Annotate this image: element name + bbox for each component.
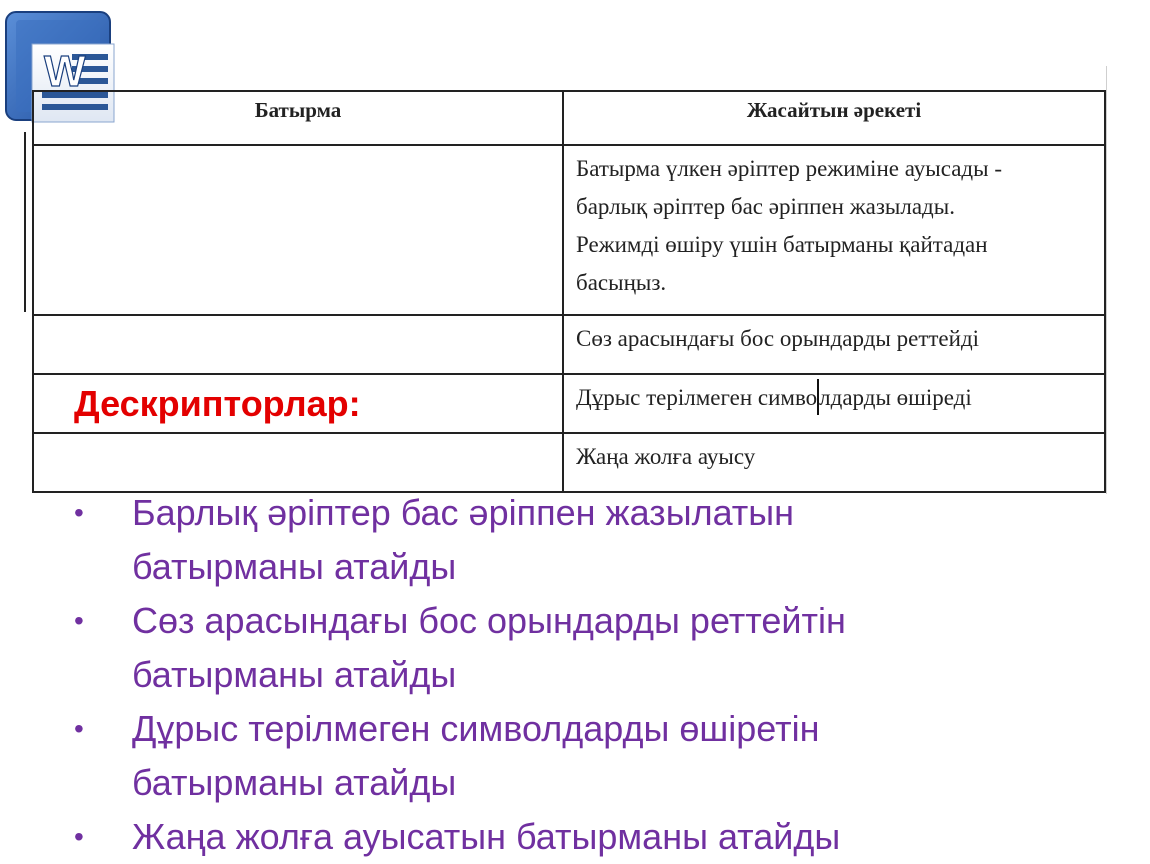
table-cell-action [563,433,1105,492]
table-header-row [33,91,1105,145]
list-item [60,486,1140,594]
keys-table [32,90,1106,493]
table-header-action: Жасайтын әрекеті [563,91,1105,145]
list-item-line: Барлық әріптер бас әріппен жазылатын [132,492,795,533]
table-cell-key [33,145,563,315]
list-item [60,594,1140,702]
table-cell-action-text: Сөз арасындағы бос орындарды реттейді [576,326,980,351]
table-header-key: Батырма [33,91,563,145]
list-item-line: Жаңа жолға ауысатын батырманы атайды [132,816,841,857]
table-cell-action-line: Батырма үлкен әріптер режиміне ауысады - [576,156,1002,181]
table-cell-action [563,374,1105,433]
list-item [60,702,1140,810]
keys-table-image [32,90,1104,488]
word-logo-letter: W [44,47,86,96]
list-item-line: батырманы атайды [132,654,457,695]
table-cell-action [563,315,1105,374]
bullet-icon: • [74,605,84,636]
descriptors-title: Дескрипторлар: [74,383,361,424]
bullet-icon: • [74,821,84,852]
page-margin-line [24,132,26,312]
table-cell-action-text: Жаңа жолға ауысу [576,444,756,469]
table-row [33,145,1105,315]
table-cell-action-text-start: Дұрыс терілмеген симво [576,385,818,410]
image-edge-line [1106,66,1107,494]
bullet-icon: • [74,497,84,528]
list-item [60,810,1140,864]
bullet-icon: • [74,713,84,744]
table-cell-action-line: барлық әріптер бас әріппен жазылады. [576,194,955,219]
table-row [33,315,1105,374]
table-cell-action-text-end: лдарды өшіреді [819,385,972,410]
table-cell-key [33,433,563,492]
list-item-line: Сөз арасындағы бос орындарды реттейтін [132,600,846,641]
table-cell-action-line: Режимді өшіру үшін батырманы қайтадан [576,232,988,257]
list-item-line: Дұрыс терілмеген символдарды өшіретін [132,708,820,749]
descriptors-list [60,486,1140,864]
table-cell-action [563,145,1105,315]
table-cell-action-line: басыңыз. [576,270,667,295]
table-cell-key [33,315,563,374]
table-row [33,433,1105,492]
list-item-line: батырманы атайды [132,546,457,587]
list-item-line: батырманы атайды [132,762,457,803]
